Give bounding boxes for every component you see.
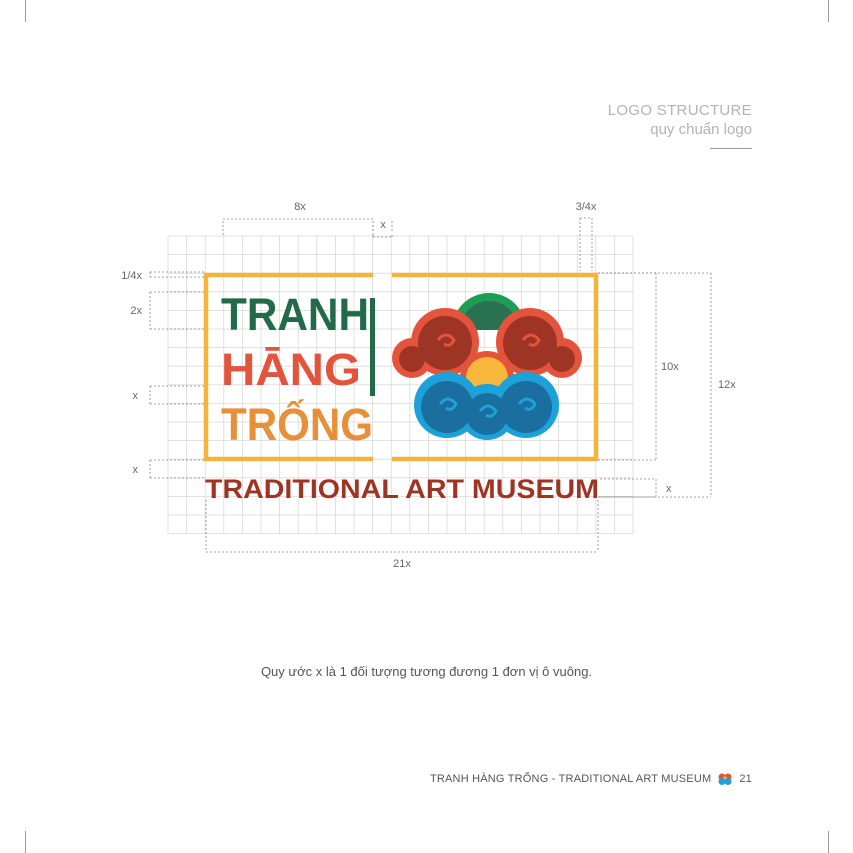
dim-label-x-left-2: x [132,464,138,476]
dim-label-10x: 10x [661,361,679,373]
dim-label-gap-x: x [380,219,386,231]
dim-label-12x: 12x [718,379,736,391]
section-title: LOGO STRUCTURE [607,102,752,119]
dim-label-x-right: x [666,483,672,495]
dim-label-x-left-1: x [132,390,138,402]
logo-line-trong: TRỐNG [221,399,373,450]
section-subtitle: quy chuẩn logo [650,121,752,138]
dim-label-21x: 21x [393,558,411,570]
logo-line-hang: HĀNG [221,344,361,395]
logo-tagline: TRADITIONAL ART MUSEUM [205,474,599,504]
footer-emblem-icon [717,773,733,785]
page-number: 21 [739,773,752,785]
page-footer [430,773,752,785]
wordmark-vertical-bar [370,298,375,396]
dim-label-2x: 2x [130,305,142,317]
dim-label-1-4x: 1/4x [121,270,142,282]
dim-label-3-4x: 3/4x [575,201,597,213]
dim-label-8x: 8x [294,201,306,213]
logo-line-tranh: TRANH [221,289,369,340]
footer-title: TRANH HÀNG TRỐNG - TRADITIONAL ART MUSEUM [429,773,712,785]
unit-caption: Quy ước x là 1 đối tượng tương đương 1 đơn vị ô vuông. [260,664,593,679]
cloud-sun-emblem-icon [392,293,582,440]
